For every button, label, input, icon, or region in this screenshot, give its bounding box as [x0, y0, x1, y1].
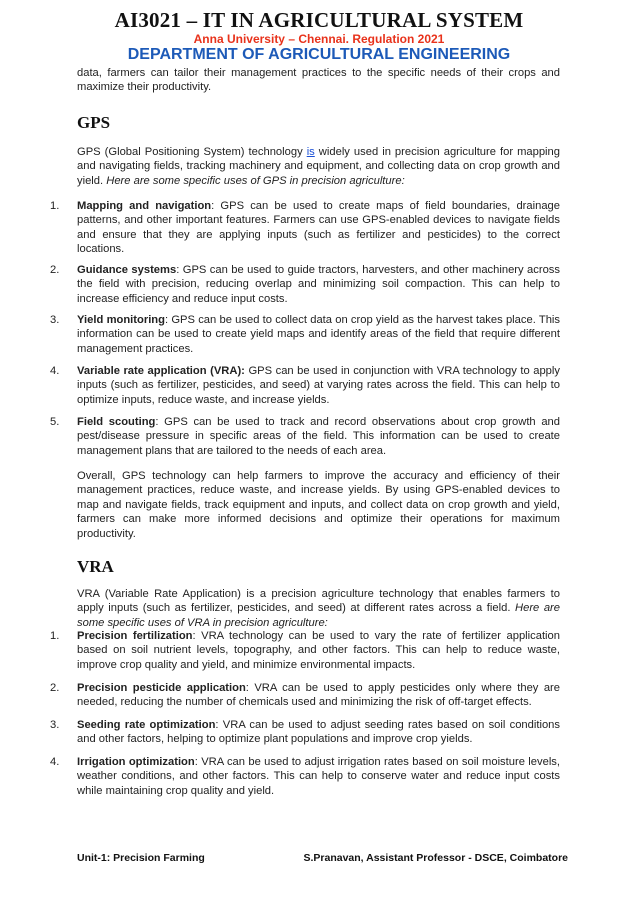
gps-intro-text-2: widely used in precision agriculture for mapping and navigating fields, tracking machinery and equipment, and collecting data on crop growth and yield.: [77, 146, 560, 187]
university-subtitle: Anna University – Chennai. Regulation 2021: [193, 32, 445, 46]
vra-item-term: Precision pesticide application: [77, 682, 246, 694]
gps-intro: [77, 145, 560, 188]
gps-item-term: Mapping and navigation: [77, 200, 212, 212]
vra-item-number: 2.: [50, 682, 60, 694]
vra-item-number: 4.: [50, 756, 60, 768]
department-title: DEPARTMENT OF AGRICULTURAL ENGINEERING: [127, 46, 511, 63]
gps-conclusion: Overall, GPS technology can help farmers to improve the accuracy and efficiency of their management practices, reduce waste, and increase yields. By using GPS-enabled devices to map and navigate fields, track equipment and inputs, and collect data on crop growth and yield, farmers can make more informed decisions and optimize their operations for maximum productivity.: [77, 470, 560, 540]
vra-list-item: [77, 629, 560, 672]
gps-item-text: GPS can be used in conjunction with VRA technology to apply inputs (such as fertilizer, pesticides, and seed) at varying rates across the field. This can help to optimize inputs, reduce waste, and increase yields.: [77, 365, 560, 406]
gps-list-item: [77, 199, 560, 257]
gps-item-text: : GPS can be used to guide tractors, harvesters, and other machinery across the field with precision, reducing overlap and minimizing soil compaction. This can help to increase efficiency and reduce input costs.: [77, 264, 560, 305]
vra-item-number: 3.: [50, 719, 60, 731]
intro-continuation: data, farmers can tailor their management practices to the specific needs of their crops and maximize their productivity.: [77, 67, 560, 94]
course-title: AI3021 – IT IN AGRICULTURAL SYSTEM: [114, 8, 524, 32]
vra-item-number: 1.: [50, 630, 60, 642]
footer-unit: Unit-1: Precision Farming: [77, 852, 205, 864]
gps-item-term: Yield monitoring: [77, 314, 165, 326]
vra-item-term: Seeding rate optimization: [77, 719, 216, 731]
vra-intro: [77, 587, 560, 630]
vra-intro-italic: Here are some specific uses of VRA in precision agriculture:: [77, 602, 560, 629]
vra-list-item: [77, 681, 560, 710]
vra-heading: VRA: [77, 557, 114, 576]
gps-item-text: : GPS can be used to collect data on crop yield as the harvest takes place. This information can be used to create yield maps and identify areas of the field that require different management practices.: [77, 314, 560, 355]
vra-item-text: : VRA can be used to adjust irrigation rates based on soil moisture levels, weather conditions, and other factors. This can help to conserve water and reduce input costs while maintaining crop quality and yield.: [77, 756, 561, 797]
vra-intro-text: VRA (Variable Rate Application) is a precision agriculture technology that enables farmers to apply inputs (such as fertilizer, pesticides, and seed) at different rates across a field.: [77, 588, 560, 615]
vra-list-item: [77, 755, 560, 798]
gps-list-item: [77, 415, 560, 458]
gps-item-number: 3.: [50, 314, 60, 326]
gps-list-item: [77, 313, 560, 356]
gps-item-number: 1.: [50, 200, 60, 212]
gps-item-term: Guidance systems: [77, 264, 177, 276]
vra-item-term: Precision fertilization: [77, 630, 193, 642]
gps-intro-italic: Here are some specific uses of GPS in precision agriculture:: [106, 174, 405, 187]
gps-item-number: 5.: [50, 416, 60, 428]
gps-list-item: [77, 364, 560, 407]
gps-heading: GPS: [77, 113, 111, 132]
gps-intro-text: GPS (Global Positioning System) technology: [77, 146, 307, 158]
gps-item-term: Variable rate application (VRA):: [77, 365, 245, 377]
vra-item-text: : VRA can be used to adjust seeding rates based on soil conditions and other factors, helping to optimize plant populations and improve crop yields.: [77, 719, 560, 746]
vra-item-text: : VRA can be used to apply pesticides only where they are needed, reducing the number of chemicals used and minimizing the risk of off-target effects.: [77, 682, 560, 709]
gps-item-text: : GPS can be used to track and record observations about crop growth and pest/disease pressure in specific areas of the field. This information can be used to create management plans that are tailored to the needs of each area.: [77, 416, 560, 457]
vra-item-text: : VRA technology can be used to vary the rate of fertilizer application based on soil nutrient levels, topography, and other factors. This can help to reduce waste, improve crop quality and yield, and minimize environmental impacts.: [77, 630, 560, 671]
vra-item-term: Irrigation optimization: [77, 756, 195, 768]
gps-item-number: 4.: [50, 365, 60, 377]
footer-author: S.Pranavan, Assistant Professor - DSCE, Coimbatore: [303, 852, 568, 864]
gps-list-item: [77, 263, 560, 306]
gps-item-number: 2.: [50, 264, 60, 276]
gps-item-text: : GPS can be used to create maps of field boundaries, drainage patterns, and other important features. Farmers can use GPS-enabled devices to navigate fields and ensure that they are applying inputs (such as fertilizer and pesticides) to the correct locations.: [77, 200, 560, 256]
gps-intro-link[interactable]: is: [306, 146, 315, 158]
vra-list-item: [77, 718, 560, 747]
gps-item-term: Field scouting: [77, 416, 156, 428]
